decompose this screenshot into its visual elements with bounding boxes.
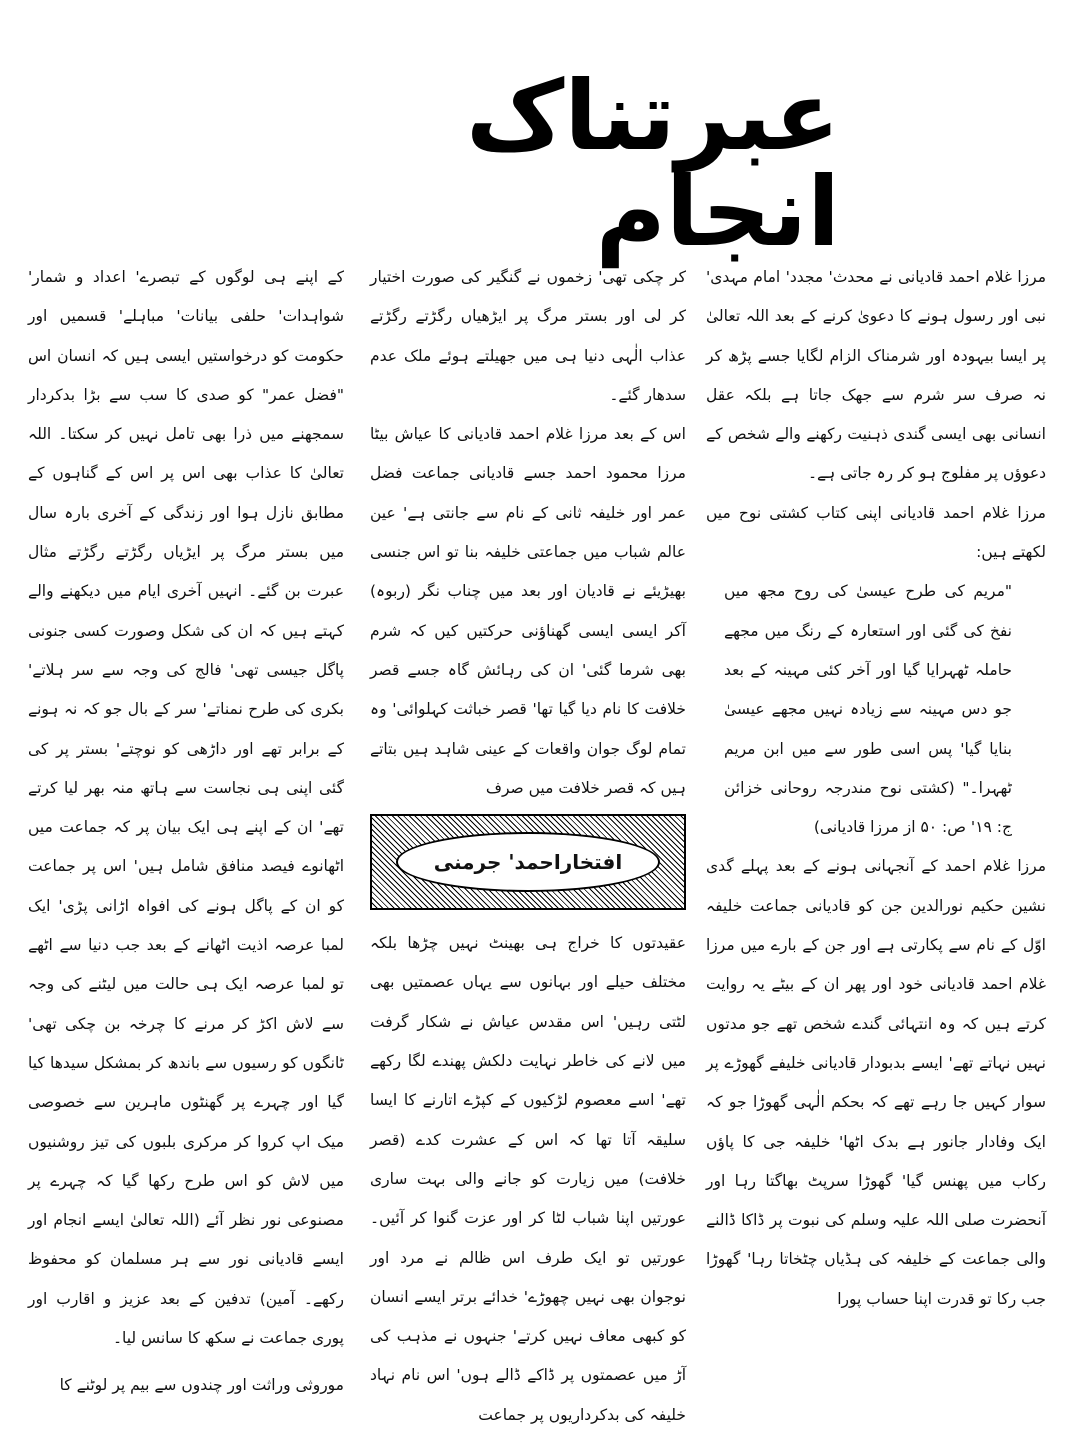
paragraph: کے اپنے ہی لوگوں کے تبصرے' اعداد و شمار' شواہدات' حلفی بیانات' مباہلے' قسمیں اور حکومت کو درخواستیں ایسی ہیں کہ انسان اس "فضل عمر" کو صدی کا سب سے بڑا بدکردار سمجھنے میں ذرا بھی تامل نہیں کر سکتا۔ اللہ تعالیٰ کا عذاب بھی اس پر اس کے گناہوں کے مطابق نازل ہوا اور زندگی کے آخری بارہ سال میں بستر مرگ پر ایڑیاں رگڑتے رگڑتے مثال عبرت بن گئے۔ انہیں آخری ایام میں دیکھنے والے کہتے ہیں کہ ان کی شکل وصورت کسی جنونی پاگل جیسی تھی' فالج کی وجہ سے سر ہلاتے' بکری کی طرح نمناتے' سر کے بال جو کہ نہ ہونے کے برابر تھے اور داڑھی کو نوچتے' بستر پر کی گئی اپنی ہی نجاست سے ہاتھ منہ بھر لیا کرتے تھے' ان کے اپنے ہی ایک بیان پر کہ جماعت میں اٹھانوے فیصد منافق شامل ہیں' اس پر جماعت کو ان کے پاگل ہونے کی افواہ اڑانی پڑی' ایک لمبا عرصہ اذیت اٹھانے کے بعد جب دنیا سے اٹھے تو لمبا عرصہ ایک ہی حالت میں لیٹنے کی وجہ سے لاش اکڑ کر مرنے کا چرخہ بن چکی تھی' ٹانگوں کو رسیوں سے باندھ کر بمشکل سیدھا کیا گیا اور چہرے پر گھنٹوں ماہرین سے خصوصی میک اپ کروا کر مرکری بلبوں کی تیز روشنیوں میں لاش کو اس طرح رکھا گیا کہ چہرے پر مصنوعی نور نظر آئے (اللہ تعالیٰ ایسے انجام اور ایسے قادیانی نور سے ہر مسلمان کو محفوظ رکھے۔ آمین) تدفین کے بعد عزیز و اقارب اور پوری جماعت نے سکھ کا سانس لیا۔ (28, 268, 344, 1348)
paragraph: مرزا غلام احمد کے آنجہانی ہونے کے بعد پہلے گدی نشین حکیم نورالدین جن کو قادیانی جماعت خلیفہ اوّل کے نام سے پکارتی ہے اور جن کے بارے میں مرزا غلام احمد قادیانی خود اور پھر ان کے بیٹے یہ روایت کرتے ہیں کہ وہ انتہائی گندے شخص تھے جو مدتوں نہیں نہاتے تھے' ایسے بدبودار قادیانی خلیفے گھوڑے پر سوار کہیں جا رہے تھے کہ بحکم الٰہی گھوڑا جو کہ ایک وفادار جانور ہے بدک اٹھا' خلیفہ جی کا پاؤں رکاب میں پھنس گیا' گھوڑا سرپٹ بھاگتا رہا اور آنحضرت صلی اللہ علیہ وسلم کی نبوت پر ڈاکا ڈالنے والی جماعت کے خلیفہ کی ہڈیاں چٹخاتا رہا' گھوڑا جب رکا تو قدرت اپنا حساب پورا (706, 857, 1046, 1308)
paragraph: کر چکی تھی' زخموں نے گنگیر کی صورت اختیار کر لی اور بستر مرگ پر ایڑھیاں رگڑتے رگڑتے عذاب الٰہی دنیا ہی میں جھیلتے ہوئے ملک عدم سدھار گئے۔ (370, 268, 686, 404)
quotation: "مریم کی طرح عیسیٰ کی روح مجھ میں نفخ کی گئی اور استعارہ کے رنگ میں مجھے حاملہ ٹھہرایا گیا اور آخر کئی مہینہ کے بعد جو دس مہینہ سے زیادہ نہیں مجھے عیسیٰ بنایا گیا' پس اسی طور سے میں ابن مریم ٹھہرا۔" (کشتی نوح مندرجہ روحانی خزائن ج: ۱۹' ص: ۵۰ از مرزا قادیانی) (724, 582, 1012, 837)
paragraph: مرزا غلام احمد قادیانی اپنی کتاب کشتی نوح میں لکھتے ہیں: (706, 503, 1046, 562)
paragraph: مرزا غلام احمد قادیانی نے محدث' مجدد' امام مہدی' نبی اور رسول ہونے کا دعویٰ کرنے کے بعد اللہ تعالیٰ پر ایسا بیہودہ اور شرمناک الزام لگایا جسے پڑھ کر نہ صرف سر شرم سے جھک جاتا ہے بلکہ عقل انسانی بھی ایسی گندی ذہنیت رکھنے والے شخص کے دعوؤں پر مفلوج ہو کر رہ جاتی ہے۔ (706, 268, 1046, 483)
article-column-right (706, 258, 1046, 1328)
paragraph: موروثی وراثت اور چندوں سے بیم پر لوٹنے کا (59, 1376, 344, 1395)
article-headline: عبرتناک انجام (465, 60, 840, 268)
byline-box (370, 814, 686, 910)
paragraph: اس کے بعد مرزا غلام احمد قادیانی کا عیاش بیٹا مرزا محمود احمد جسے قادیانی جماعت فضل عمر اور خلیفہ ثانی کے نام سے جانتی ہے' عین عالم شباب میں جماعتی خلیفہ بنا تو اس جنسی بھیڑیئے نے قادیان اور بعد میں چناب نگر (ربوہ) آکر ایسی ایسی گھناؤنی حرکتیں کیں کہ شرم بھی شرما گئی' ان کی رہائش گاہ جسے قصر خلافت کا نام دیا گیا تھا' قصر خباثت کہلوائی' وہ تمام لوگ جوان واقعات کے عینی شاہد ہیں بتاتے ہیں کہ قصر خلافت میں صرف (370, 425, 686, 797)
author-byline: افتخاراحمد' جرمنی (396, 832, 660, 892)
article-column-middle (370, 258, 686, 1424)
paragraph: عقیدتوں کا خراج ہی بھینٹ نہیں چڑھا بلکہ مختلف حیلے اور بہانوں سے یہاں عصمتیں بھی لٹتی رہیں' اس مقدس عیاش نے شکار گرفت میں لانے کی خاطر نہایت دلکش پھندے لگا رکھے تھے' اسے معصوم لڑکیوں کے کپڑے اتارنے کا ایسا سلیقہ آتا تھا کہ اس کے عشرت کدے (قصر خلافت) میں زیارت کو جانے والی بہت ساری عورتیں اپنا شباب لٹا کر اور عزت گنوا کر آئیں۔ عورتیں تو ایک طرف اس ظالم نے مرد اور نوجوان بھی نہیں چھوڑے' خدائے برتر ایسے انسان کو کبھی معاف نہیں کرتے' جنہوں نے مذہب کی آڑ میں عصمتوں پر ڈاکے ڈالے ہوں' اس نام نہاد خلیفہ کی بدکرداریوں پر جماعت (370, 934, 686, 1424)
article-column-left (28, 258, 344, 1395)
